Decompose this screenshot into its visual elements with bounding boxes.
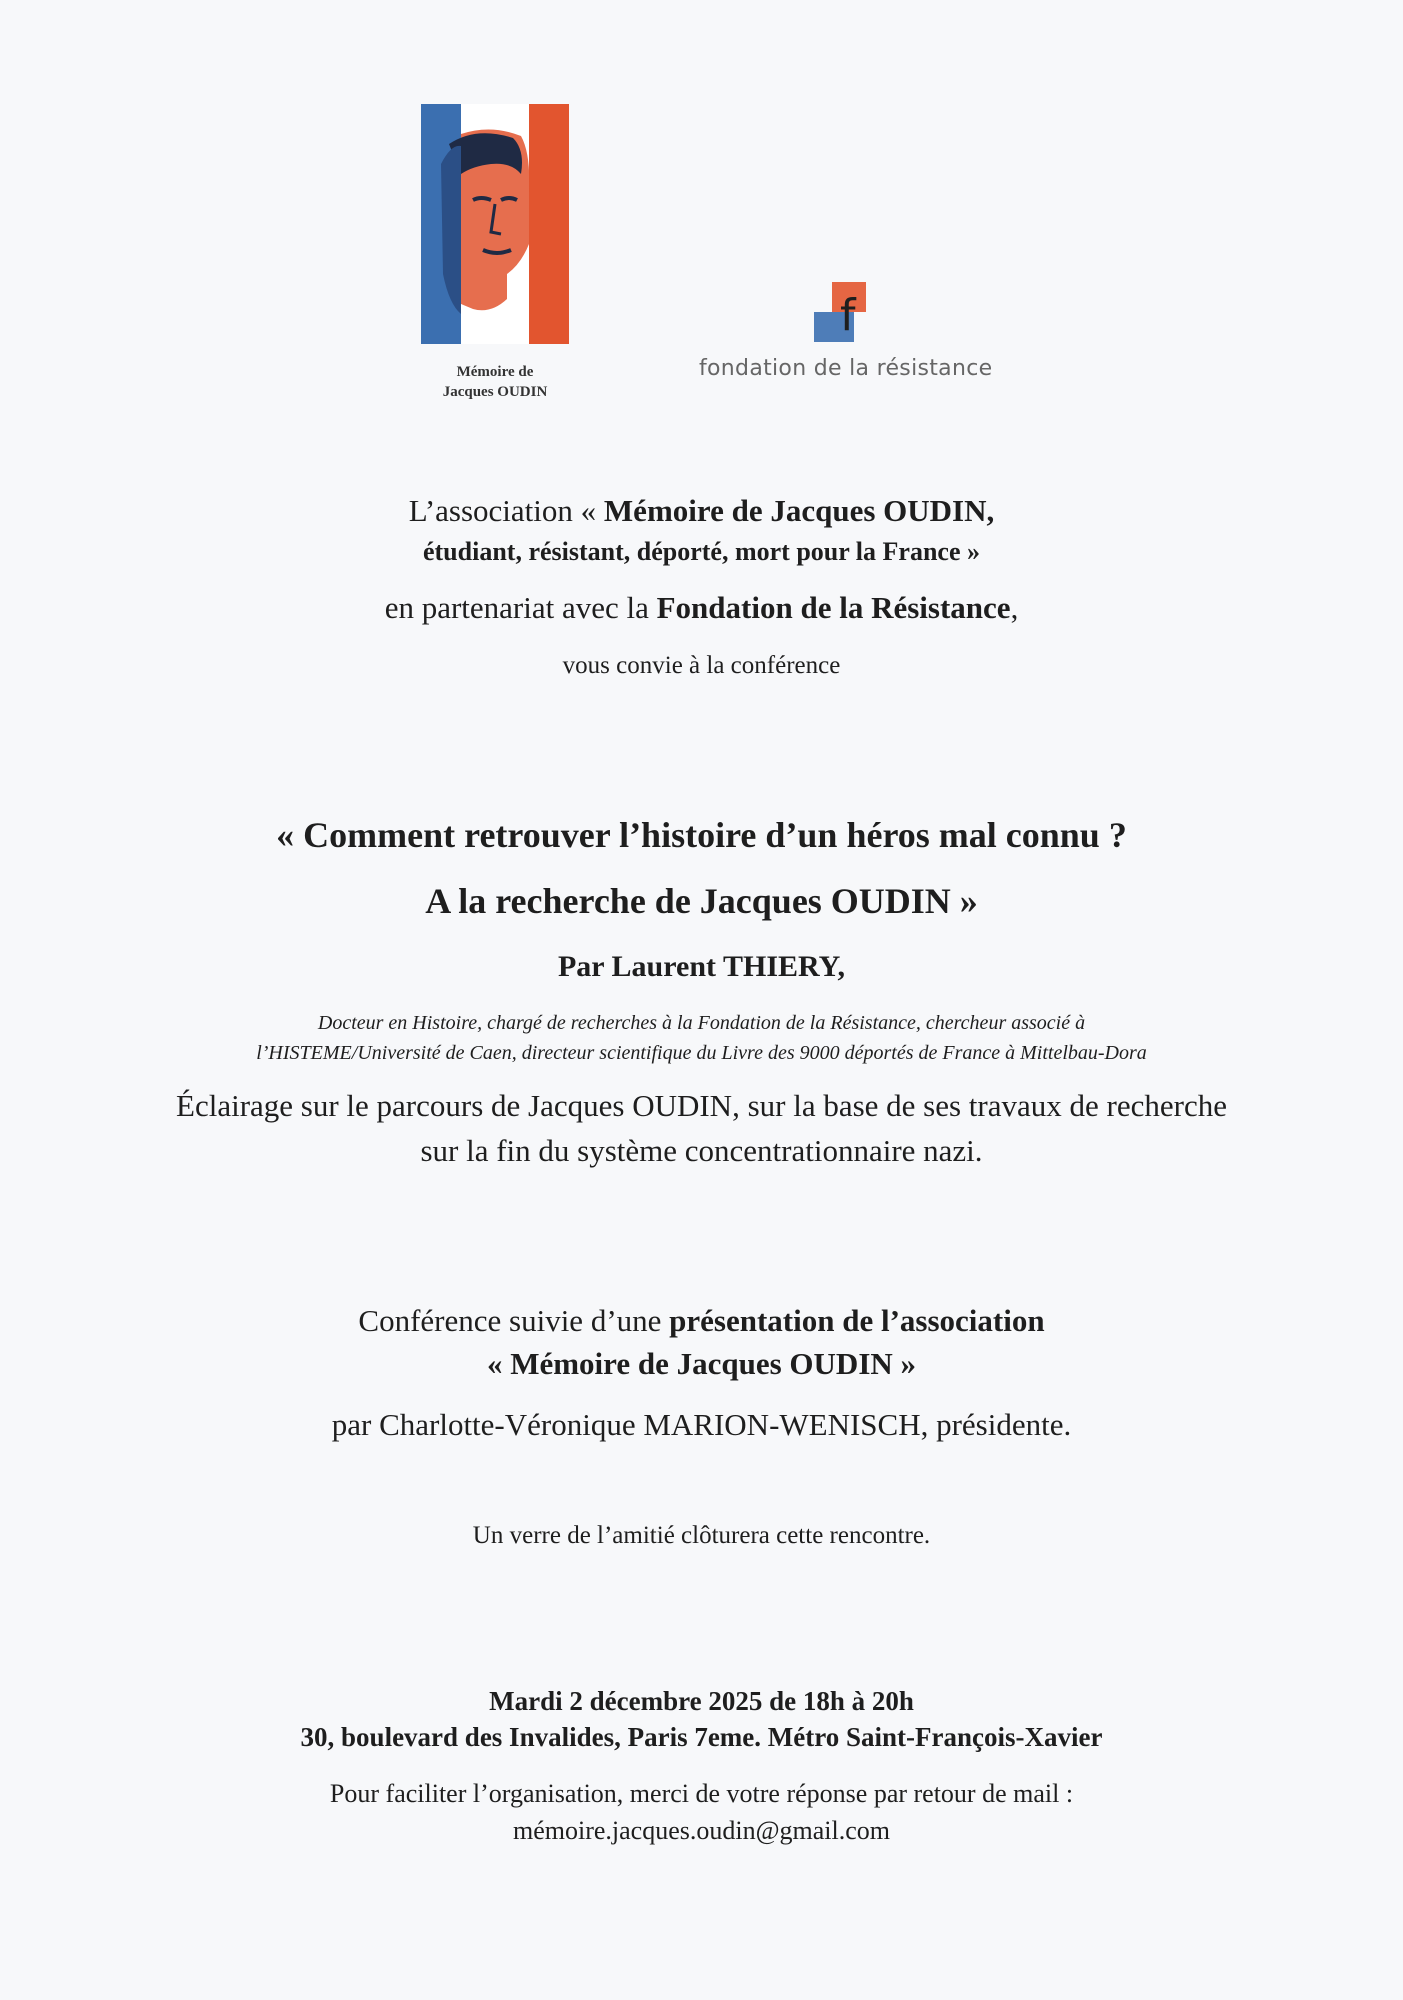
presentation-line-1 — [0, 1303, 1403, 1339]
speaker-bio-line-2: l’HISTEME/Université de Caen, directeur scientifique du Livre des 9000 déportés de France à Mittelbau-Dora — [256, 1042, 1147, 1064]
conference-title-line-2: A la recherche de Jacques OUDIN » — [425, 881, 978, 921]
conference-title-line-1: « Comment retrouver l’histoire d’un héros mal connu ? — [276, 815, 1127, 855]
event-date: Mardi 2 décembre 2025 de 18h à 20h — [489, 1686, 914, 1716]
contact-email[interactable]: mémoire.jacques.oudin@gmail.com — [512, 1816, 890, 1845]
intro-line-1-prefix: L’association « — [408, 493, 604, 528]
reception-note: Un verre de l’amitié clôturera cette rencontre. — [472, 1522, 931, 1549]
presentation-line-3: par Charlotte-Véronique MARION-WENISCH, présidente. — [331, 1407, 1072, 1442]
intro-line-3-prefix: en partenariat avec la — [384, 590, 657, 625]
memoire-logo — [405, 104, 585, 402]
fondation-mark-icon — [810, 278, 880, 346]
fondation-name: Fondation de la Résistance — [656, 590, 1011, 625]
memoire-caption-line1: Mémoire de — [456, 364, 534, 380]
intro-line-4: vous convie à la conférence — [562, 652, 841, 679]
portrait-logo-image — [421, 104, 569, 344]
fondation-caption: fondation de la résistance — [699, 356, 993, 381]
conference-description-line-2: sur la fin du système concentrationnaire nazi. — [420, 1133, 983, 1168]
conference-description-line-1: Éclairage sur le parcours de Jacques OUDIN, sur la base de ses travaux de recherche — [176, 1088, 1227, 1123]
intro-line-3 — [0, 590, 1403, 626]
speaker-bio-line-1: Docteur en Histoire, chargé de recherches à la Fondation de la Résistance, chercheur associé à — [317, 1012, 1086, 1034]
intro-line-3-suffix: , — [1010, 590, 1019, 625]
presentation-line-2: « Mémoire de Jacques OUDIN » — [486, 1346, 917, 1381]
event-location: 30, boulevard des Invalides, Paris 7eme. Métro Saint-François-Xavier — [300, 1722, 1103, 1752]
intro-line-1 — [0, 493, 1403, 529]
intro-line-2: étudiant, résistant, déporté, mort pour la France » — [422, 537, 980, 566]
fondation-letter: f — [840, 290, 856, 341]
presentation-line-1-prefix: Conférence suivie d’une — [358, 1303, 670, 1338]
rsvp-note: Pour faciliter l’organisation, merci de votre réponse par retour de mail : — [329, 1779, 1074, 1808]
memoire-caption-line2: Jacques OUDIN — [442, 384, 548, 400]
fondation-logo — [690, 278, 1010, 381]
association-name: Mémoire de Jacques OUDIN, — [603, 493, 995, 528]
memoire-logo-caption — [405, 362, 585, 402]
presentation-line-1-bold: présentation de l’association — [669, 1303, 1045, 1338]
speaker-name: Par Laurent THIERY, — [557, 950, 846, 983]
